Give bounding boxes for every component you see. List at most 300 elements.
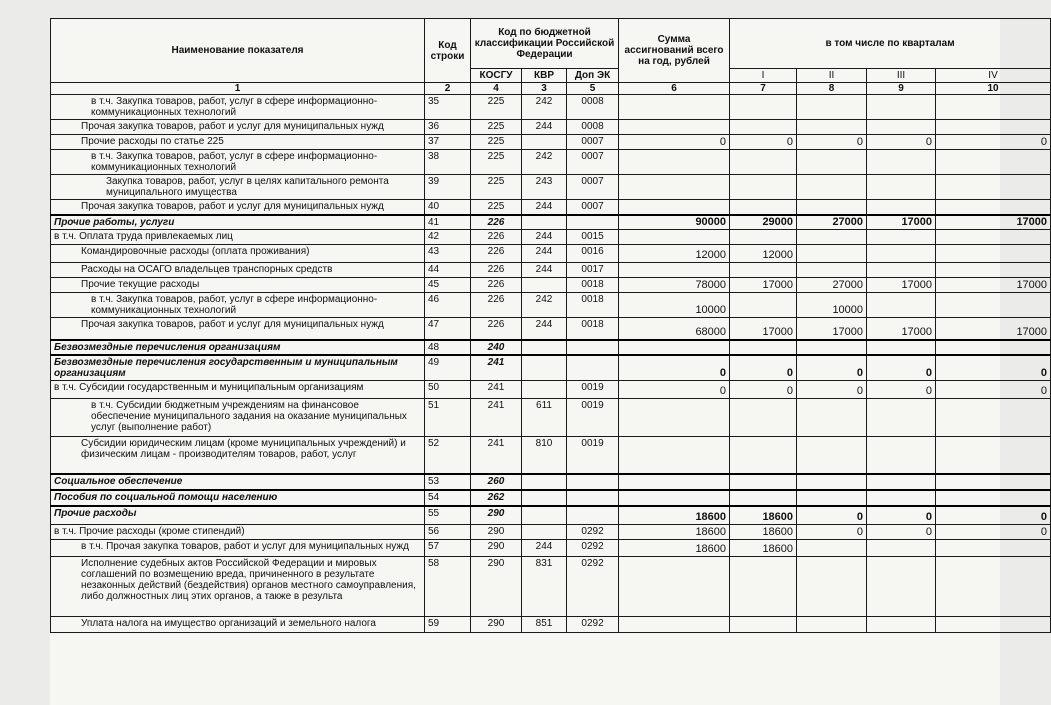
row-q1: 12000 — [730, 245, 797, 263]
table-row — [51, 230, 1051, 245]
row-name: в т.ч. Прочая закупка товаров, работ и услуг для муниципальных нужд — [51, 539, 425, 556]
row-code: 53 — [425, 474, 471, 490]
table-row — [51, 263, 1051, 278]
row-q2 — [797, 263, 867, 278]
row-total: 18600 — [619, 506, 730, 524]
row-q3 — [867, 95, 936, 120]
row-name: Прочие текущие расходы — [51, 278, 425, 293]
row-q3 — [867, 230, 936, 245]
row-q2: 10000 — [797, 293, 867, 318]
row-kosgu: 290 — [471, 524, 522, 539]
row-q2: 0 — [797, 506, 867, 524]
row-code: 45 — [425, 278, 471, 293]
header-quarters: в том числе по кварталам — [730, 19, 1051, 69]
row-q2 — [797, 490, 867, 506]
row-total — [619, 556, 730, 616]
row-q4: 0 — [936, 380, 1051, 398]
row-name: в т.ч. Закупка товаров, работ, услуг в сфере информационно-коммуникационных технологий — [51, 293, 425, 318]
row-code: 56 — [425, 524, 471, 539]
row-kvr — [522, 278, 567, 293]
row-name: Социальное обеспечение — [51, 474, 425, 490]
row-name: Прочая закупка товаров, работ и услуг для муниципальных нужд — [51, 120, 425, 135]
row-q1: 17000 — [730, 318, 797, 340]
row-q2 — [797, 474, 867, 490]
row-q2: 27000 — [797, 215, 867, 230]
row-q2: 0 — [797, 380, 867, 398]
row-dop: 0015 — [567, 230, 619, 245]
row-name: в т.ч. Прочие расходы (кроме стипендий) — [51, 524, 425, 539]
colnum: 2 — [425, 83, 471, 95]
row-kosgu: 241 — [471, 398, 522, 436]
row-q2 — [797, 175, 867, 200]
row-dop: 0018 — [567, 278, 619, 293]
row-code: 47 — [425, 318, 471, 340]
row-q2 — [797, 150, 867, 175]
row-dop: 0292 — [567, 539, 619, 556]
colnum: 8 — [797, 83, 867, 95]
row-kvr: 244 — [522, 230, 567, 245]
row-code: 42 — [425, 230, 471, 245]
row-kosgu: 241 — [471, 380, 522, 398]
table-row — [51, 175, 1051, 200]
row-q4 — [936, 539, 1051, 556]
row-q4: 17000 — [936, 278, 1051, 293]
row-kvr: 244 — [522, 120, 567, 135]
row-code: 57 — [425, 539, 471, 556]
row-total — [619, 200, 730, 215]
row-kosgu: 241 — [471, 436, 522, 474]
row-kosgu: 226 — [471, 278, 522, 293]
header-name: Наименование показателя — [51, 19, 425, 83]
row-dop: 0016 — [567, 245, 619, 263]
colnum: 4 — [471, 83, 522, 95]
row-kvr — [522, 340, 567, 355]
row-code: 59 — [425, 616, 471, 632]
row-q2 — [797, 436, 867, 474]
row-code: 51 — [425, 398, 471, 436]
row-name: Уплата налога на имущество организаций и земельного налога — [51, 616, 425, 632]
row-q4 — [936, 474, 1051, 490]
row-name: Безвозмездные перечисления организациям — [51, 340, 425, 355]
row-kosgu: 226 — [471, 263, 522, 278]
row-code: 37 — [425, 135, 471, 150]
row-q1 — [730, 436, 797, 474]
row-q4 — [936, 200, 1051, 215]
table-row — [51, 150, 1051, 175]
row-q3 — [867, 293, 936, 318]
row-q2 — [797, 120, 867, 135]
row-total — [619, 436, 730, 474]
row-total: 18600 — [619, 524, 730, 539]
table-row — [51, 616, 1051, 632]
row-kosgu: 225 — [471, 135, 522, 150]
row-q1 — [730, 95, 797, 120]
row-q4 — [936, 230, 1051, 245]
row-q4 — [936, 175, 1051, 200]
row-kvr: 242 — [522, 95, 567, 120]
row-kosgu: 290 — [471, 506, 522, 524]
row-code: 52 — [425, 436, 471, 474]
row-q1 — [730, 340, 797, 355]
row-dop: 0018 — [567, 293, 619, 318]
table-row — [51, 380, 1051, 398]
row-dop: 0292 — [567, 556, 619, 616]
colnum: 1 — [51, 83, 425, 95]
row-q3: 0 — [867, 355, 936, 381]
row-q3: 0 — [867, 380, 936, 398]
row-kvr — [522, 355, 567, 381]
row-kvr: 242 — [522, 293, 567, 318]
row-name: Расходы на ОСАГО владельцев транспорных средств — [51, 263, 425, 278]
row-name: Прочая закупка товаров, работ и услуг для муниципальных нужд — [51, 200, 425, 215]
table-row — [51, 474, 1051, 490]
row-kvr: 831 — [522, 556, 567, 616]
row-q1 — [730, 293, 797, 318]
row-dop: 0292 — [567, 616, 619, 632]
row-q1 — [730, 398, 797, 436]
row-kvr: 244 — [522, 539, 567, 556]
table-row — [51, 556, 1051, 616]
row-name: Командировочные расходы (оплата проживания) — [51, 245, 425, 263]
row-q2 — [797, 616, 867, 632]
row-q3 — [867, 474, 936, 490]
table-row — [51, 135, 1051, 150]
row-kvr: 810 — [522, 436, 567, 474]
row-kvr: 244 — [522, 263, 567, 278]
row-q2 — [797, 230, 867, 245]
row-kvr: 851 — [522, 616, 567, 632]
row-kosgu: 226 — [471, 293, 522, 318]
row-total — [619, 340, 730, 355]
row-kosgu: 226 — [471, 215, 522, 230]
row-kvr: 244 — [522, 318, 567, 340]
row-q1: 0 — [730, 135, 797, 150]
row-name: в т.ч. Субсидии государственным и муниципальным организациям — [51, 380, 425, 398]
row-q2: 0 — [797, 355, 867, 381]
row-total — [619, 230, 730, 245]
row-name: Прочие расходы по статье 225 — [51, 135, 425, 150]
row-q1 — [730, 230, 797, 245]
row-total: 0 — [619, 355, 730, 381]
row-q4: 17000 — [936, 318, 1051, 340]
row-kvr: 244 — [522, 245, 567, 263]
row-q1 — [730, 474, 797, 490]
row-kosgu: 260 — [471, 474, 522, 490]
row-q3 — [867, 120, 936, 135]
row-dop — [567, 340, 619, 355]
row-q4 — [936, 340, 1051, 355]
row-total: 90000 — [619, 215, 730, 230]
row-q4 — [936, 398, 1051, 436]
row-q1: 0 — [730, 380, 797, 398]
row-q1: 18600 — [730, 524, 797, 539]
row-total — [619, 490, 730, 506]
row-q2 — [797, 539, 867, 556]
row-kosgu: 225 — [471, 175, 522, 200]
row-q2 — [797, 200, 867, 215]
row-q2: 27000 — [797, 278, 867, 293]
row-q2 — [797, 398, 867, 436]
row-total — [619, 150, 730, 175]
row-q3 — [867, 150, 936, 175]
row-code: 36 — [425, 120, 471, 135]
table-row — [51, 539, 1051, 556]
row-q2 — [797, 556, 867, 616]
row-kosgu: 225 — [471, 150, 522, 175]
row-kosgu: 241 — [471, 355, 522, 381]
row-name: Пособия по социальной помощи населению — [51, 490, 425, 506]
row-q4: 0 — [936, 506, 1051, 524]
colnum: 3 — [522, 83, 567, 95]
row-kvr — [522, 215, 567, 230]
row-q3: 17000 — [867, 278, 936, 293]
row-q4 — [936, 120, 1051, 135]
row-q1 — [730, 556, 797, 616]
colnum: 6 — [619, 83, 730, 95]
row-q1: 29000 — [730, 215, 797, 230]
row-q4 — [936, 490, 1051, 506]
row-kosgu: 290 — [471, 556, 522, 616]
row-dop — [567, 506, 619, 524]
row-q4 — [936, 293, 1051, 318]
row-kvr — [522, 524, 567, 539]
row-code: 55 — [425, 506, 471, 524]
row-q1: 0 — [730, 355, 797, 381]
table-row — [51, 398, 1051, 436]
header-q2: II — [797, 69, 867, 83]
row-kvr — [522, 474, 567, 490]
row-dop — [567, 215, 619, 230]
row-q3: 0 — [867, 524, 936, 539]
row-dop: 0008 — [567, 95, 619, 120]
row-dop — [567, 355, 619, 381]
row-q3 — [867, 556, 936, 616]
header-q3: III — [867, 69, 936, 83]
header-budget-class: Код по бюджетной классификации Российской Федерации — [471, 19, 619, 69]
row-q1: 18600 — [730, 506, 797, 524]
row-kosgu: 226 — [471, 318, 522, 340]
table-row — [51, 436, 1051, 474]
row-q3 — [867, 436, 936, 474]
row-code: 58 — [425, 556, 471, 616]
row-name: Прочие работы, услуги — [51, 215, 425, 230]
row-q4 — [936, 556, 1051, 616]
table-row — [51, 524, 1051, 539]
table-row — [51, 278, 1051, 293]
row-q1 — [730, 616, 797, 632]
row-code: 39 — [425, 175, 471, 200]
header-dop: Доп ЭК — [567, 69, 619, 83]
row-name: в т.ч. Закупка товаров, работ, услуг в сфере информационно-коммуникационных технологий — [51, 150, 425, 175]
row-dop: 0007 — [567, 175, 619, 200]
row-code: 46 — [425, 293, 471, 318]
row-dop — [567, 474, 619, 490]
row-name: Прочая закупка товаров, работ и услуг для муниципальных нужд — [51, 318, 425, 340]
table-row — [51, 506, 1051, 524]
colnum: 5 — [567, 83, 619, 95]
row-q4: 0 — [936, 524, 1051, 539]
row-dop: 0007 — [567, 150, 619, 175]
table-row — [51, 200, 1051, 215]
row-q1: 17000 — [730, 278, 797, 293]
colnum: 10 — [936, 83, 1051, 95]
row-code: 44 — [425, 263, 471, 278]
row-kosgu: 225 — [471, 95, 522, 120]
row-name: Исполнение судебных актов Российской Федерации и мировых соглашений по возмещению вреда, причиненного в результате незаконных действий (бездействия) органов местного самоуправления, либо должностных лиц этих органов, а также в результа — [51, 556, 425, 616]
row-total: 0 — [619, 380, 730, 398]
row-kosgu: 290 — [471, 616, 522, 632]
table-row — [51, 340, 1051, 355]
row-dop: 0019 — [567, 380, 619, 398]
row-q1 — [730, 490, 797, 506]
row-q1 — [730, 175, 797, 200]
row-kvr — [522, 506, 567, 524]
row-total — [619, 175, 730, 200]
row-name: в т.ч. Субсидии бюджетным учреждениям на финансовое обеспечение муниципального задания на оказание муниципальных услуг (выполнение работ) — [51, 398, 425, 436]
row-q1 — [730, 200, 797, 215]
row-q4: 0 — [936, 355, 1051, 381]
table-row — [51, 318, 1051, 340]
row-kosgu: 240 — [471, 340, 522, 355]
row-total: 12000 — [619, 245, 730, 263]
row-kosgu: 225 — [471, 200, 522, 215]
row-kvr — [522, 380, 567, 398]
row-q4 — [936, 616, 1051, 632]
budget-table-sheet — [50, 18, 1048, 705]
row-dop: 0292 — [567, 524, 619, 539]
row-q3: 0 — [867, 135, 936, 150]
row-q3 — [867, 175, 936, 200]
row-name: в т.ч. Закупка товаров, работ, услуг в сфере информационно-коммуникационных технологий — [51, 95, 425, 120]
row-code: 40 — [425, 200, 471, 215]
row-q3 — [867, 398, 936, 436]
row-dop: 0008 — [567, 120, 619, 135]
row-q4 — [936, 436, 1051, 474]
row-dop: 0007 — [567, 135, 619, 150]
header-kosgu: КОСГУ — [471, 69, 522, 83]
row-kosgu: 225 — [471, 120, 522, 135]
row-code: 43 — [425, 245, 471, 263]
row-dop: 0018 — [567, 318, 619, 340]
row-q2: 17000 — [797, 318, 867, 340]
header-q4: IV — [936, 69, 1051, 83]
row-q2: 0 — [797, 135, 867, 150]
row-kosgu: 226 — [471, 245, 522, 263]
row-kvr: 243 — [522, 175, 567, 200]
row-q2 — [797, 95, 867, 120]
table-body — [51, 95, 1051, 633]
row-q2: 0 — [797, 524, 867, 539]
row-kosgu: 290 — [471, 539, 522, 556]
row-code: 54 — [425, 490, 471, 506]
column-numbers-row — [51, 83, 1051, 95]
row-q1 — [730, 120, 797, 135]
row-name: Субсидии юридическим лицам (кроме муниципальных учреждений) и физическим лицам - производителям товаров, работ, услуг — [51, 436, 425, 474]
row-kosgu: 226 — [471, 230, 522, 245]
header-total: Сумма ассигнований всего на год, рублей — [619, 19, 730, 83]
row-q4 — [936, 150, 1051, 175]
table-row — [51, 490, 1051, 506]
row-q3 — [867, 245, 936, 263]
table-row — [51, 215, 1051, 230]
table-row — [51, 245, 1051, 263]
row-q4 — [936, 263, 1051, 278]
row-kvr — [522, 135, 567, 150]
table-row — [51, 293, 1051, 318]
row-total: 0 — [619, 135, 730, 150]
row-code: 41 — [425, 215, 471, 230]
row-kvr: 242 — [522, 150, 567, 175]
row-q2 — [797, 245, 867, 263]
row-kvr: 611 — [522, 398, 567, 436]
row-q3: 17000 — [867, 215, 936, 230]
row-name: Закупка товаров, работ, услуг в целях капитального ремонта муниципального имущества — [51, 175, 425, 200]
row-name: в т.ч. Оплата труда привлекаемых лиц — [51, 230, 425, 245]
budget-table — [50, 18, 1051, 633]
colnum: 9 — [867, 83, 936, 95]
row-total — [619, 398, 730, 436]
row-total — [619, 120, 730, 135]
colnum: 7 — [730, 83, 797, 95]
row-total: 68000 — [619, 318, 730, 340]
row-dop: 0019 — [567, 436, 619, 474]
row-q3 — [867, 539, 936, 556]
row-code: 38 — [425, 150, 471, 175]
header-q1: I — [730, 69, 797, 83]
row-q3: 0 — [867, 506, 936, 524]
row-kvr — [522, 490, 567, 506]
row-dop: 0019 — [567, 398, 619, 436]
row-q3 — [867, 490, 936, 506]
row-q1 — [730, 263, 797, 278]
row-total — [619, 474, 730, 490]
row-q4: 0 — [936, 135, 1051, 150]
row-q2 — [797, 340, 867, 355]
row-total — [619, 95, 730, 120]
row-dop — [567, 490, 619, 506]
row-q3 — [867, 263, 936, 278]
row-name: Прочие расходы — [51, 506, 425, 524]
table-row — [51, 355, 1051, 381]
header-kvr: КВР — [522, 69, 567, 83]
row-q1 — [730, 150, 797, 175]
row-name: Безвозмездные перечисления государственным и муниципальным организациям — [51, 355, 425, 381]
row-q4 — [936, 245, 1051, 263]
row-dop: 0007 — [567, 200, 619, 215]
row-total: 18600 — [619, 539, 730, 556]
row-kosgu: 262 — [471, 490, 522, 506]
row-total — [619, 263, 730, 278]
row-q3: 17000 — [867, 318, 936, 340]
table-row — [51, 95, 1051, 120]
row-q3 — [867, 200, 936, 215]
row-dop: 0017 — [567, 263, 619, 278]
row-total: 78000 — [619, 278, 730, 293]
row-total — [619, 616, 730, 632]
row-q4 — [936, 95, 1051, 120]
table-row — [51, 120, 1051, 135]
row-kvr: 244 — [522, 200, 567, 215]
header-code: Код строки — [425, 19, 471, 83]
row-code: 48 — [425, 340, 471, 355]
row-q3 — [867, 340, 936, 355]
row-q1: 18600 — [730, 539, 797, 556]
row-code: 49 — [425, 355, 471, 381]
row-q4: 17000 — [936, 215, 1051, 230]
row-code: 50 — [425, 380, 471, 398]
row-total: 10000 — [619, 293, 730, 318]
row-code: 35 — [425, 95, 471, 120]
